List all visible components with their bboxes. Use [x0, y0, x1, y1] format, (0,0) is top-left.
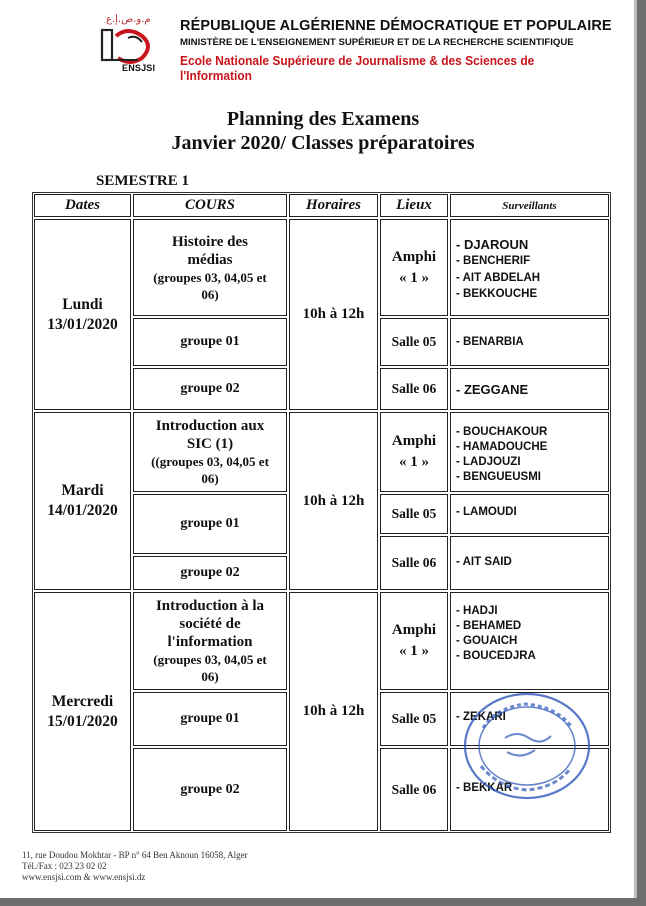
page-title: Planning des Examens — [226, 108, 420, 130]
course-title: Introduction aux — [155, 418, 265, 434]
ministry-header: MINISTÈRE DE L'ENSEIGNEMENT SUPÉRIEUR ET DE LA RECHERCHE SCIENTIFIQUE — [180, 37, 574, 48]
footer-contact — [22, 850, 248, 883]
group-cell: groupe 01 — [133, 318, 287, 366]
surveillant-name: - AIT SAID — [456, 556, 512, 568]
surveillant-name: - BEHAMED — [456, 620, 522, 632]
header-horaires: Horaires — [289, 194, 378, 217]
room-cell: Salle 06 — [380, 536, 448, 590]
horaire-text: 10h à 12h — [302, 703, 365, 719]
horaire-text: 10h à 12h — [302, 306, 365, 322]
republic-header: RÉPUBLIQUE ALGÉRIENNE DÉMOCRATIQUE ET POPULAIRE — [180, 18, 612, 34]
surveillant-name: - BENCHERIF — [456, 255, 531, 267]
room-cell — [380, 592, 448, 690]
group-cell: groupe 02 — [133, 748, 287, 831]
course-title-2: médias — [187, 251, 233, 268]
horaire-cell — [289, 219, 378, 410]
surveillant-name: - ZEKARI — [456, 711, 506, 723]
surveillant-name: - HADJI — [456, 605, 498, 617]
page-subtitle: Janvier 2020/ Classes préparatoires — [171, 132, 475, 154]
logo-text: ENSJSI — [122, 63, 156, 73]
surveillant-name: - DJAROUN — [456, 237, 529, 252]
day-date: 13/01/2020 — [47, 315, 118, 333]
room-cell: Salle 06 — [380, 748, 448, 831]
course-groups-2: 06) — [201, 471, 219, 486]
day-name: Lundi — [62, 295, 103, 313]
footer-address: 11, rue Doudou Mokhtar - BP n° 64 Ben Aknoun 16058, Alger — [22, 850, 248, 860]
surveillant-name: - BENARBIA — [456, 336, 524, 348]
room-cell: Salle 06 — [380, 368, 448, 410]
footer-phone: Tél./Fax : 023 23 02 02 — [22, 861, 107, 871]
room-cell: Salle 05 — [380, 318, 448, 366]
course-cell — [133, 412, 287, 492]
room-amphi: Amphi — [391, 433, 437, 449]
group-cell: groupe 01 — [133, 692, 287, 746]
room-amphi-number: « 1 » — [399, 454, 429, 470]
group-cell: groupe 01 — [133, 494, 287, 554]
header-cours: COURS — [133, 194, 287, 217]
footer-website: www.ensjsi.com & www.ensjsi.dz — [22, 872, 146, 882]
date-cell — [34, 592, 131, 831]
day-name: Mercredi — [51, 692, 114, 710]
room-amphi-number: « 1 » — [399, 269, 429, 286]
surveillant-name: - GOUAICH — [456, 635, 518, 647]
room-cell: Salle 05 — [380, 494, 448, 534]
surveillant-name: - ZEGGANE — [456, 382, 529, 397]
surveillant-name: - LADJOUZI — [456, 456, 521, 468]
course-groups-2: 06) — [201, 286, 219, 302]
header-surveillants: Surveillants — [450, 194, 609, 217]
day-date: 14/01/2020 — [47, 502, 118, 519]
surveillants-cell — [450, 219, 609, 316]
surveillant-name: - BOUCEDJRA — [456, 650, 536, 662]
official-stamp-icon — [455, 688, 595, 808]
room-amphi: Amphi — [391, 248, 437, 265]
surveillant-name: - BENGUEUSMI — [456, 471, 541, 483]
course-title-2: SIC (1) — [186, 436, 234, 452]
surveillant-name: - BEKKAR — [456, 782, 513, 794]
room-cell — [380, 412, 448, 492]
day-name: Mardi — [61, 482, 104, 499]
semester-label: SEMESTRE 1 — [96, 173, 189, 189]
course-title-3: l'information — [167, 634, 253, 650]
surveillant-name: - BEKKOUCHE — [456, 288, 538, 300]
group-cell: groupe 02 — [133, 556, 287, 590]
header-lieux: Lieux — [380, 194, 448, 217]
course-groups-2: 06) — [201, 669, 219, 684]
surveillant-name: - BOUCHAKOUR — [456, 426, 548, 438]
window-edge-bottom — [0, 898, 646, 906]
day-date: 15/01/2020 — [47, 712, 118, 730]
header-dates: Dates — [34, 194, 131, 217]
course-title: Introduction à la — [155, 598, 265, 614]
room-amphi-number: « 1 » — [399, 643, 429, 659]
date-cell — [34, 219, 131, 410]
room-cell — [380, 219, 448, 316]
course-cell — [133, 219, 287, 316]
school-header: Ecole Nationale Supérieure de Journalisme & des Sciences de l'Information — [180, 53, 535, 83]
horaire-cell — [289, 592, 378, 831]
group-cell: groupe 02 — [133, 368, 287, 410]
logo-arabic-text: م.و.ص.إ.ع — [106, 14, 151, 25]
surveillant-name: - LAMOUDI — [456, 506, 517, 518]
date-cell — [34, 412, 131, 590]
surveillant-name: - HAMADOUCHE — [456, 441, 548, 453]
horaire-text: 10h à 12h — [302, 492, 365, 509]
course-groups: (groupes 03, 04,05 et — [153, 269, 267, 285]
course-title: Histoire des — [172, 233, 248, 250]
course-groups: ((groupes 03, 04,05 et — [151, 454, 269, 469]
room-cell: Salle 05 — [380, 692, 448, 746]
surveillant-name: - AIT ABDELAH — [456, 272, 541, 284]
course-title-2: société de — [179, 616, 241, 632]
room-amphi: Amphi — [391, 622, 437, 638]
course-groups: (groupes 03, 04,05 et — [153, 652, 267, 667]
course-cell — [133, 592, 287, 690]
horaire-cell — [289, 412, 378, 590]
